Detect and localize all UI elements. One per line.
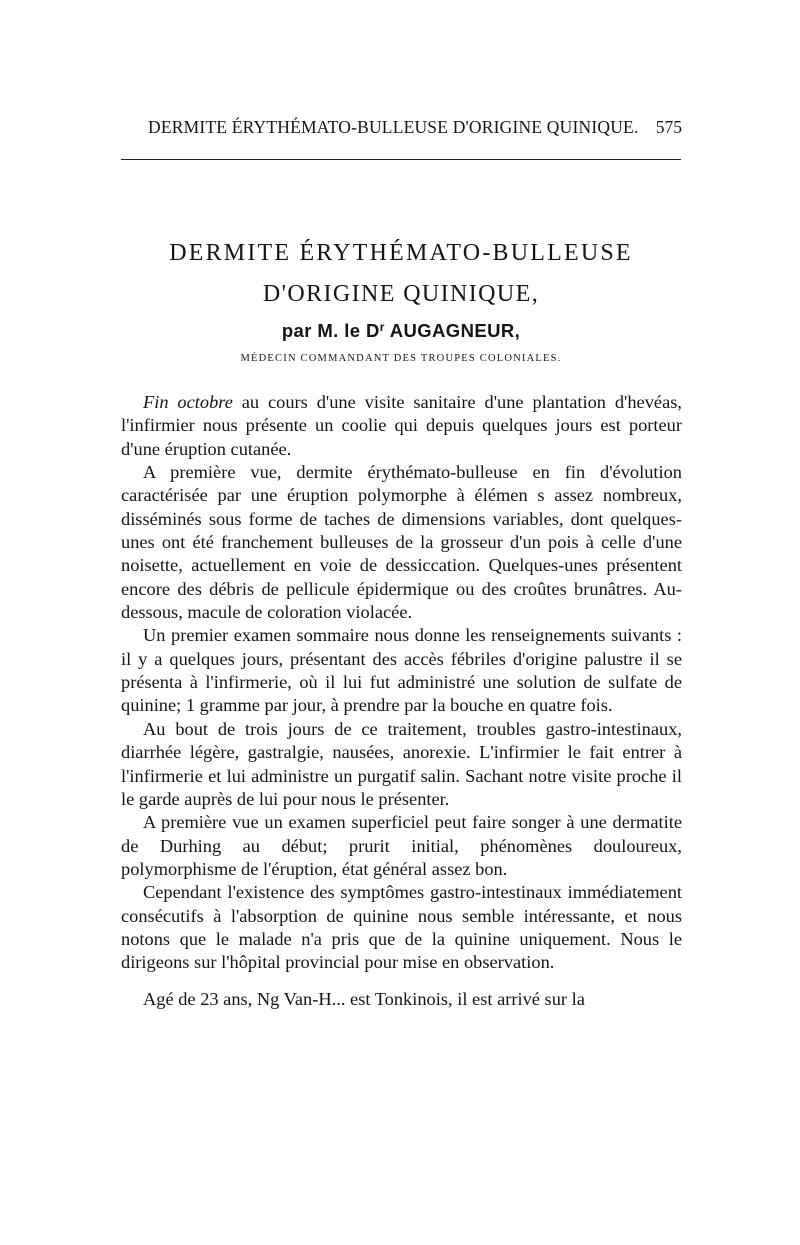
paragraph-4: Au bout de trois jours de ce traitement, troubles gastro-intestinaux, diarrhée légère, gastralgie, nausées, anorexie. L'infirmier le fait entrer à l'infirmerie et lui administre un purgatif salin. Sachant notre visite proche il le garde auprès de lui pour nous le présenter.: [121, 718, 682, 809]
running-head: [120, 117, 682, 141]
article-title-line-2: D'ORIGINE QUINIQUE,: [262, 281, 540, 307]
paragraph-6: Cependant l'existence des symptômes gastro-intestinaux immédiatement consécutifs à l'absorption de quinine nous semble intéressante, et nous notons que le malade n'a pris que de la quinine uniquement. Nous le dirigeons sur l'hôpital provincial pour mise en observation.: [121, 882, 682, 973]
paragraph-1: [121, 391, 682, 461]
author-name: AUGAGNEUR,: [384, 320, 521, 341]
paragraph-3: Un premier examen sommaire nous donne les renseignements suivants : il y a quelques jours, présentant des accès fébriles d'origine palustre il se présenta à l'infirmerie, où il lui fut administré une solution de sulfate de quinine; 1 gramme par jour, à prendre par la bouche en quatre fois.: [121, 625, 682, 716]
byline: [120, 320, 682, 342]
header-rule: [121, 159, 681, 160]
paragraph-5: A première vue un examen superficiel peut faire songer à une dermatite de Durhing au début; prurit initial, phénomènes douloureux, polymorphisme de l'éruption, état général assez bon.: [121, 812, 682, 879]
author-affiliation: MÉDECIN COMMANDANT DES TROUPES COLONIALES.: [240, 353, 562, 364]
paragraph-2: A première vue, dermite érythémato-bulleuse en fin d'évolution caractérisée par une éruption polymorphe à élémen s assez nombreux, disséminés sous forme de taches de dimensions variables, dont quelques-unes ont été franchement bulleuses de la grosseur d'un pois à celle d'une noisette, actuellement en voie de dessiccation. Quelques-unes présentent encore des débris de pellicule épidermique ou des croûtes brunâtres. Au-dessous, macule de coloration violacée.: [121, 462, 682, 623]
paragraph-1-text: au cours d'une visite sanitaire d'une plantation d'hevéas, l'infirmier nous présente un coolie qui depuis quelques jours est porteur d'une éruption cutanée.: [121, 392, 682, 459]
page-number: 575: [655, 117, 682, 137]
running-head-title: DERMITE ÉRYTHÉMATO-BULLEUSE D'ORIGINE QUINIQUE.: [148, 117, 639, 137]
article-title-line-1: DERMITE ÉRYTHÉMATO-BULLEUSE: [169, 240, 633, 266]
paragraph-1-italic-lead: Fin octobre: [143, 392, 233, 412]
paragraph-7: Agé de 23 ans, Ng Van-H... est Tonkinois, il est arrivé sur la: [143, 988, 585, 1009]
article-body: [121, 391, 682, 1011]
byline-prefix: par M. le D: [281, 320, 380, 341]
byline-superscript: r: [379, 320, 385, 334]
